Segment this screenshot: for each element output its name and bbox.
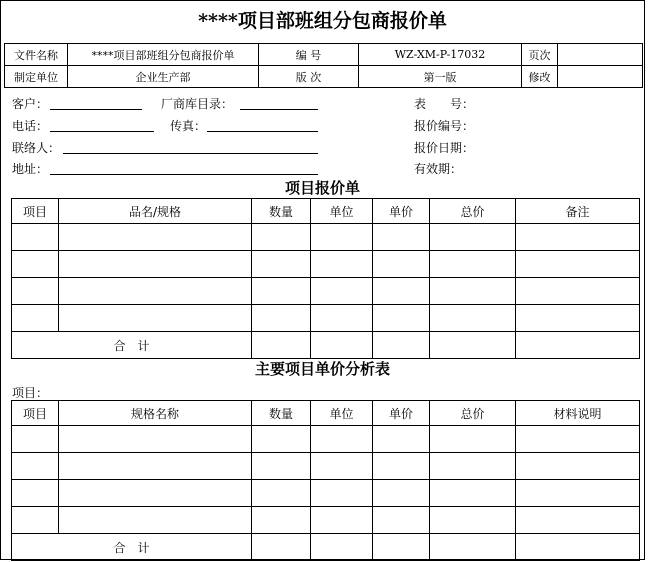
validity-label: 有效期： xyxy=(414,162,463,176)
quote-col-header: 单位 xyxy=(311,199,373,224)
catalog-field[interactable] xyxy=(240,109,318,110)
total-row xyxy=(12,332,640,359)
quote-col-header: 单价 xyxy=(373,199,430,224)
table-cell[interactable] xyxy=(373,534,430,561)
table-row xyxy=(12,224,640,251)
page-label: 页次 xyxy=(522,44,558,66)
maker-value: 企业生产部 xyxy=(68,66,259,88)
table-cell[interactable] xyxy=(373,453,430,480)
analysis-col-header: 单位 xyxy=(311,401,373,426)
table-cell[interactable] xyxy=(252,224,311,251)
table-cell[interactable] xyxy=(252,453,311,480)
table-row xyxy=(12,426,640,453)
table-cell[interactable] xyxy=(430,453,516,480)
quote-col-header: 项目 xyxy=(12,199,59,224)
table-cell[interactable] xyxy=(252,426,311,453)
table-cell[interactable] xyxy=(252,507,311,534)
table-cell[interactable] xyxy=(59,480,252,507)
table-cell[interactable] xyxy=(430,534,516,561)
table-cell[interactable] xyxy=(373,278,430,305)
table-cell[interactable] xyxy=(59,278,252,305)
table-cell[interactable] xyxy=(430,480,516,507)
table-cell[interactable] xyxy=(59,305,252,332)
total-label: 合 计 xyxy=(12,332,252,359)
table-cell[interactable] xyxy=(373,251,430,278)
table-cell[interactable] xyxy=(252,278,311,305)
table-cell[interactable] xyxy=(252,480,311,507)
table-cell[interactable] xyxy=(311,305,373,332)
table-cell[interactable] xyxy=(12,453,59,480)
table-cell[interactable] xyxy=(516,453,640,480)
analysis-section-title: 主要项目单价分析表 xyxy=(254,360,390,378)
table-cell[interactable] xyxy=(252,251,311,278)
table-cell[interactable] xyxy=(12,278,59,305)
table-cell[interactable] xyxy=(311,507,373,534)
table-cell[interactable] xyxy=(430,507,516,534)
doc-name-label: 文件名称 xyxy=(5,44,68,66)
table-cell[interactable] xyxy=(252,534,311,561)
table-row xyxy=(12,480,640,507)
table-cell[interactable] xyxy=(430,224,516,251)
maker-label: 制定单位 xyxy=(5,66,68,88)
table-cell[interactable] xyxy=(311,278,373,305)
quote-col-header: 备注 xyxy=(516,199,640,224)
version-label: 版 次 xyxy=(259,66,359,88)
quote-col-header: 品名/规格 xyxy=(59,199,252,224)
quote-date-label: 报价日期： xyxy=(414,141,475,155)
table-cell[interactable] xyxy=(516,305,640,332)
table-cell[interactable] xyxy=(516,534,640,561)
revision-label: 修改 xyxy=(522,66,558,88)
table-row xyxy=(12,305,640,332)
analysis-col-header: 总价 xyxy=(430,401,516,426)
table-cell[interactable] xyxy=(12,224,59,251)
quote-no-label: 报价编号： xyxy=(414,119,475,133)
table-cell[interactable] xyxy=(311,426,373,453)
page-value[interactable] xyxy=(558,44,643,66)
analysis-header-row xyxy=(12,401,640,426)
customer-field[interactable] xyxy=(50,109,142,110)
table-cell[interactable] xyxy=(12,305,59,332)
quote-col-header: 数量 xyxy=(252,199,311,224)
table-cell[interactable] xyxy=(373,507,430,534)
phone-label: 电话： xyxy=(12,119,49,133)
table-cell[interactable] xyxy=(516,224,640,251)
table-cell[interactable] xyxy=(516,251,640,278)
table-cell[interactable] xyxy=(311,332,373,359)
table-row xyxy=(12,453,640,480)
analysis-col-header: 单价 xyxy=(373,401,430,426)
table-cell[interactable] xyxy=(373,224,430,251)
table-cell[interactable] xyxy=(59,224,252,251)
table-cell[interactable] xyxy=(516,480,640,507)
document-header-table xyxy=(4,43,643,88)
quote-table xyxy=(11,198,640,359)
contact-field[interactable] xyxy=(63,153,318,154)
number-label: 编 号 xyxy=(259,44,359,66)
number-value: WZ-XM-P-17032 xyxy=(359,44,522,66)
quote-col-header: 总价 xyxy=(430,199,516,224)
table-cell[interactable] xyxy=(12,507,59,534)
version-value: 第一版 xyxy=(359,66,522,88)
table-cell[interactable] xyxy=(12,251,59,278)
customer-label: 客户： xyxy=(12,97,49,111)
fax-field[interactable] xyxy=(207,131,318,132)
fax-label: 传真： xyxy=(170,119,207,133)
table-cell[interactable] xyxy=(373,426,430,453)
table-cell[interactable] xyxy=(516,278,640,305)
table-cell[interactable] xyxy=(252,305,311,332)
table-cell[interactable] xyxy=(516,507,640,534)
analysis-table xyxy=(11,400,640,561)
table-cell[interactable] xyxy=(59,453,252,480)
table-cell[interactable] xyxy=(373,305,430,332)
table-cell[interactable] xyxy=(12,480,59,507)
table-cell[interactable] xyxy=(430,251,516,278)
table-cell[interactable] xyxy=(311,251,373,278)
contact-label: 联络人： xyxy=(12,141,61,155)
table-cell[interactable] xyxy=(430,305,516,332)
quote-header-row xyxy=(12,199,640,224)
table-cell[interactable] xyxy=(59,251,252,278)
analysis-col-header: 材料说明 xyxy=(516,401,640,426)
form-title: ****项目部班组分包商报价单 xyxy=(198,10,447,32)
phone-field[interactable] xyxy=(50,131,154,132)
table-row xyxy=(12,278,640,305)
table-cell[interactable] xyxy=(59,426,252,453)
table-cell[interactable] xyxy=(311,224,373,251)
table-row xyxy=(12,251,640,278)
table-cell[interactable] xyxy=(252,332,311,359)
table-cell[interactable] xyxy=(516,332,640,359)
analysis-col-header: 规格名称 xyxy=(59,401,252,426)
doc-name-value: ****项目部班组分包商报价单 xyxy=(68,44,259,66)
table-cell[interactable] xyxy=(373,480,430,507)
table-cell[interactable] xyxy=(311,480,373,507)
table-cell[interactable] xyxy=(373,332,430,359)
table-cell[interactable] xyxy=(311,534,373,561)
address-field[interactable] xyxy=(50,174,318,175)
revision-value[interactable] xyxy=(558,66,643,88)
table-no-label: 表 号： xyxy=(414,97,475,111)
table-cell[interactable] xyxy=(59,507,252,534)
total-row xyxy=(12,534,640,561)
table-cell[interactable] xyxy=(516,426,640,453)
table-row xyxy=(12,507,640,534)
table-cell[interactable] xyxy=(430,332,516,359)
total-label: 合 计 xyxy=(12,534,252,561)
quote-section-title: 项目报价单 xyxy=(284,179,360,197)
table-cell[interactable] xyxy=(430,426,516,453)
project-label: 项目： xyxy=(12,386,49,400)
analysis-col-header: 数量 xyxy=(252,401,311,426)
analysis-col-header: 项目 xyxy=(12,401,59,426)
catalog-label: 厂商库目录： xyxy=(161,97,234,111)
table-cell[interactable] xyxy=(12,426,59,453)
table-cell[interactable] xyxy=(430,278,516,305)
address-label: 地址： xyxy=(12,162,49,176)
table-cell[interactable] xyxy=(311,453,373,480)
